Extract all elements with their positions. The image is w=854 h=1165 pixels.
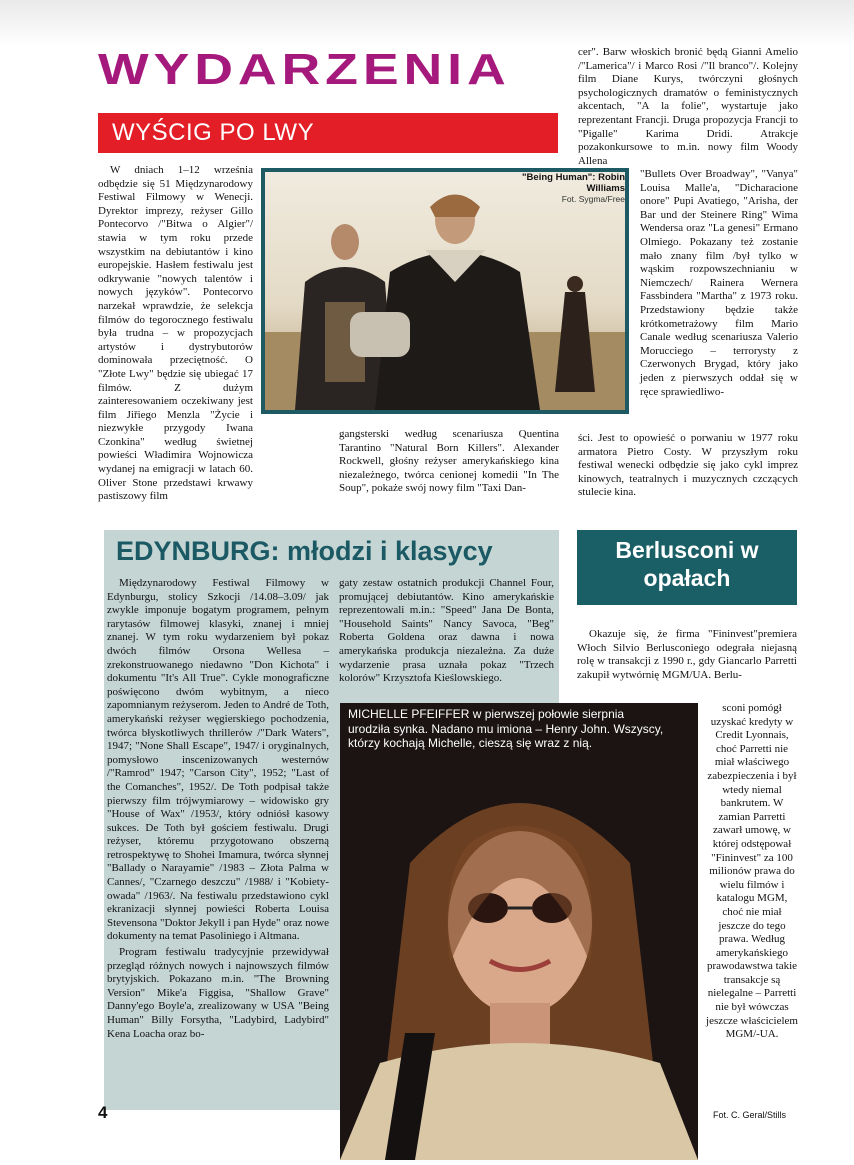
top-rule — [0, 0, 854, 46]
article1-col3-top-paragraph: cer". Barw włoskich bronić będą Gianni Amelio /"Lamerica"/ i Marco Rosi /"Il branco"/. Kolejny film Diane Kurys, twórczyni głośnych psychologicznych dramatów o feministycznych akcentach, "A la folie", wystartuje jako reprezentant Francji. Druga propozycja Francji to "Pigalle" Karima Dridi. Atrakcje pozakonkursowe to m.in. nowy film Woody Allena — [578, 46, 798, 167]
article1-col3-side-paragraph: "Bullets Over Broadway", "Vanya" Louisa Malle'a, "Dicharacione onore" Pupi Avatiego, "Arisha, der Bar und der Steinere Ring" Wima Wendersa oraz "La genesi" Ermano Olmiego. Pokazany też zostanie mało znany film /był tylko w wąskim rozpowszechnianiu w Niemczech/ Rainera Wernera Fassbindera "Martha" z 1973 roku. Przedstawiony będzie także krótkometrażowy film Mario Canale według scenariusza Valerio Morucciego – terrorysty z Czerwonych Brygad, który jako jeden z pierwszych oddał się w ręce sprawiedliwo- — [640, 168, 798, 398]
photo1-caption-text: "Being Human": Robin Williams — [522, 172, 625, 194]
photo2-caption-text: w pierwszej połowie sierpnia urodziła synka. Nadano mu imiona – Henry John. Wszyscy, którzy kochają Michelle, cieszą się wraz z nią. — [348, 707, 664, 750]
article3-intro-paragraph: Okazuje się, że firma "Fininvest"premiera Włoch Silvio Berlusconiego odegrała niejasną rolę w transakcji z 1990 r., gdy Giancarlo Parretti zakupił wytwórnię MGM/UA. Berlu- — [577, 628, 797, 681]
article1-col3-bottom-paragraph: ści. Jest to opowieść o porwaniu w 1977 roku armatora Pietro Costy. W przyszłym roku festiwal wenecki odbędzie się jako cykl imprez kinowych, teatralnych i muzycznych czczących stulecie kina. — [578, 432, 798, 499]
photo2-caption-name: MICHELLE PFEIFFER — [348, 707, 470, 721]
page-number: 4 — [98, 1103, 108, 1122]
article2-column2 — [339, 577, 554, 697]
article3-narrow-paragraph: sconi pomógł uzyskać kredyty w Credit Lyonnais, choć Parretti nie miał właściwego zabezpieczenia i był wtedy niemal bankrutem. W zamian Parretti zawarł umowę, w której odstępował "Fininvest" za 100 milionów prawa do wielu filmów i katalogu MGM, choć nie miał jeszcze do tego prawa. Według amerykańskiego prawodawstwa takie transakcje są nielegalne – Parretti nie był wówczas jeszcze właścicielem MGM/-UA. — [706, 702, 798, 1041]
article3-narrow-column — [706, 702, 798, 1094]
article1-heading: WYŚCIG PO LWY — [98, 113, 558, 153]
article2-col2-paragraph: gaty zestaw ostatnich produkcji Channel Four, promującej debiutantów. Kino amerykańskie reprezentowali m.in.: "Speed" Jana De Bonta, "Household Saints" Nancy Savoca, "Beg" Roberta Goldena oraz dawna i nowa amerykańska produkcja niezależna. Za duże wydarzenie prasa uznała pokaz "Trzech kolorów" Krzysztofa Kieślowskiego. — [339, 577, 554, 685]
section-title: WYDARZENIA — [98, 45, 511, 94]
article2-column1 — [107, 577, 329, 1097]
article1-column3-bottom — [578, 432, 798, 502]
photo1-credit: Fot. Sygma/Free — [561, 194, 625, 204]
michelle-pfeiffer-image — [340, 703, 698, 1160]
article3-heading: Berlusconi w opałach — [615, 537, 759, 591]
photo2-credit: Fot. C. Geral/Stills — [713, 1110, 787, 1120]
article3-intro — [577, 628, 797, 698]
photo2-caption — [348, 707, 668, 751]
article2-col1-paragraph2: Program festiwalu tradycyjnie przewidywał przegląd różnych nowych i najnowszych filmów brytyjskich. Pokazano m.in. "The Browning Version" Mike'a Figgisa, "Shallow Grave" Danny'ego Boyle'a, zrealizowany w USA "Being Human" Billy Forsytha, "Ladybird, Ladybird" Kena Loacha oraz bo- — [107, 946, 329, 1040]
article1-column3-top — [578, 46, 798, 168]
photo1-caption — [500, 172, 625, 205]
article1-col1-paragraph: W dniach 1–12 września odbędzie się 51 Międzynarodowy Festiwal Filmowy w Wenecji. Dyrektor imprezy, reżyser Gillo Pontecorvo /"Bitwa o Algier"/ stawia w tym roku przede wszystkim na debiutantów i kino europejskie. Hasłem festiwalu jest odkrywanie "nowych talentów i nowych języków". Pontecorvo narzekał wprawdzie, że selekcja filmów do tegorocznego festiwalu była trudna – w propozycjach artystów i dystrybutorów dominowała przeciętność. O "Złote Lwy" będzie się ubiegać 17 filmów. Z dużym zainteresowaniem oczekiwany jest film Jiřiego Menzla "Życie i niezwykłe przygody Iwana Czonkina" według świetnej powieści Władimira Wojnowicza wydanej na emigracji w latach 60. Oliver Stone przedstawi krwawy pastiszowy film — [98, 164, 253, 503]
michelle-pfeiffer-photo — [340, 703, 698, 1160]
article1-col2-paragraph: gangsterski według scenariusza Quentina Tarantino "Natural Born Killers". Alexander Rockwell, głośny reżyser amerykańskiego kina niezależnego, twórca cenionej komedii "In The Soup", pokaże swój nowy film "Taxi Dan- — [339, 428, 559, 495]
being-human-image — [265, 172, 625, 410]
article1-column2 — [339, 428, 559, 498]
article1-column3-side — [640, 168, 798, 430]
article2-heading: EDYNBURG: młodzi i klasycy — [116, 536, 493, 566]
article2-col1-paragraph1: Międzynarodowy Festiwal Filmowy w Edynburgu, stolicy Szkocji /14.08–3.09/ jak zwykle imponuje bogatym programem, pełnym rarytasów filmowej klasyki, znanej i mniej znanej. W tym roku wydarzeniem był pokaz dwóch filmów Orsona Wellesa – zrekonstruowanego niedawno "Don Kichota" i dokumentu "It's All True". Cykle monograficzne poświęcono dwóm wybitnym, a nieco zapomnianym reżyserom. Jeden to André de Toth, amerykański reżyser węgierskiego pochodzenia, twórca błyskotliwych thrillerów /"Dark Waters", 1947; "None Shall Escape", 1947/ i oryginalnych, pomysłowo inscenizowanych westernów /"Ramrod" 1947; "Carson City", 1952; "Last of the Comanches", 1952/. De Toth podpisał także pierwszy film trójwymiarowy – widowisko gry "House of Wax" /1953/, który odniósł kasowy sukces. De Toth był gościem festiwalu. Drugi reżyser, któremu przygotowano obszerną retrospektywę to Shohei Imamura, twórca słynnej "Ballady o Narayamie" /1983 – Złota Palma w Cannes/, "Czarnego deszczu" /1988/ i "Kobiety-owada" /1963/. Na festiwalu przedstawiono cykl ekranizacji słynnej powieści Roberta Louisa Stevensona "Doktor Jekyll i pan Hyde" oraz nowe dokumenty na temat Pasoliniego i Altmana. — [107, 577, 329, 943]
article1-column1 — [98, 164, 253, 503]
